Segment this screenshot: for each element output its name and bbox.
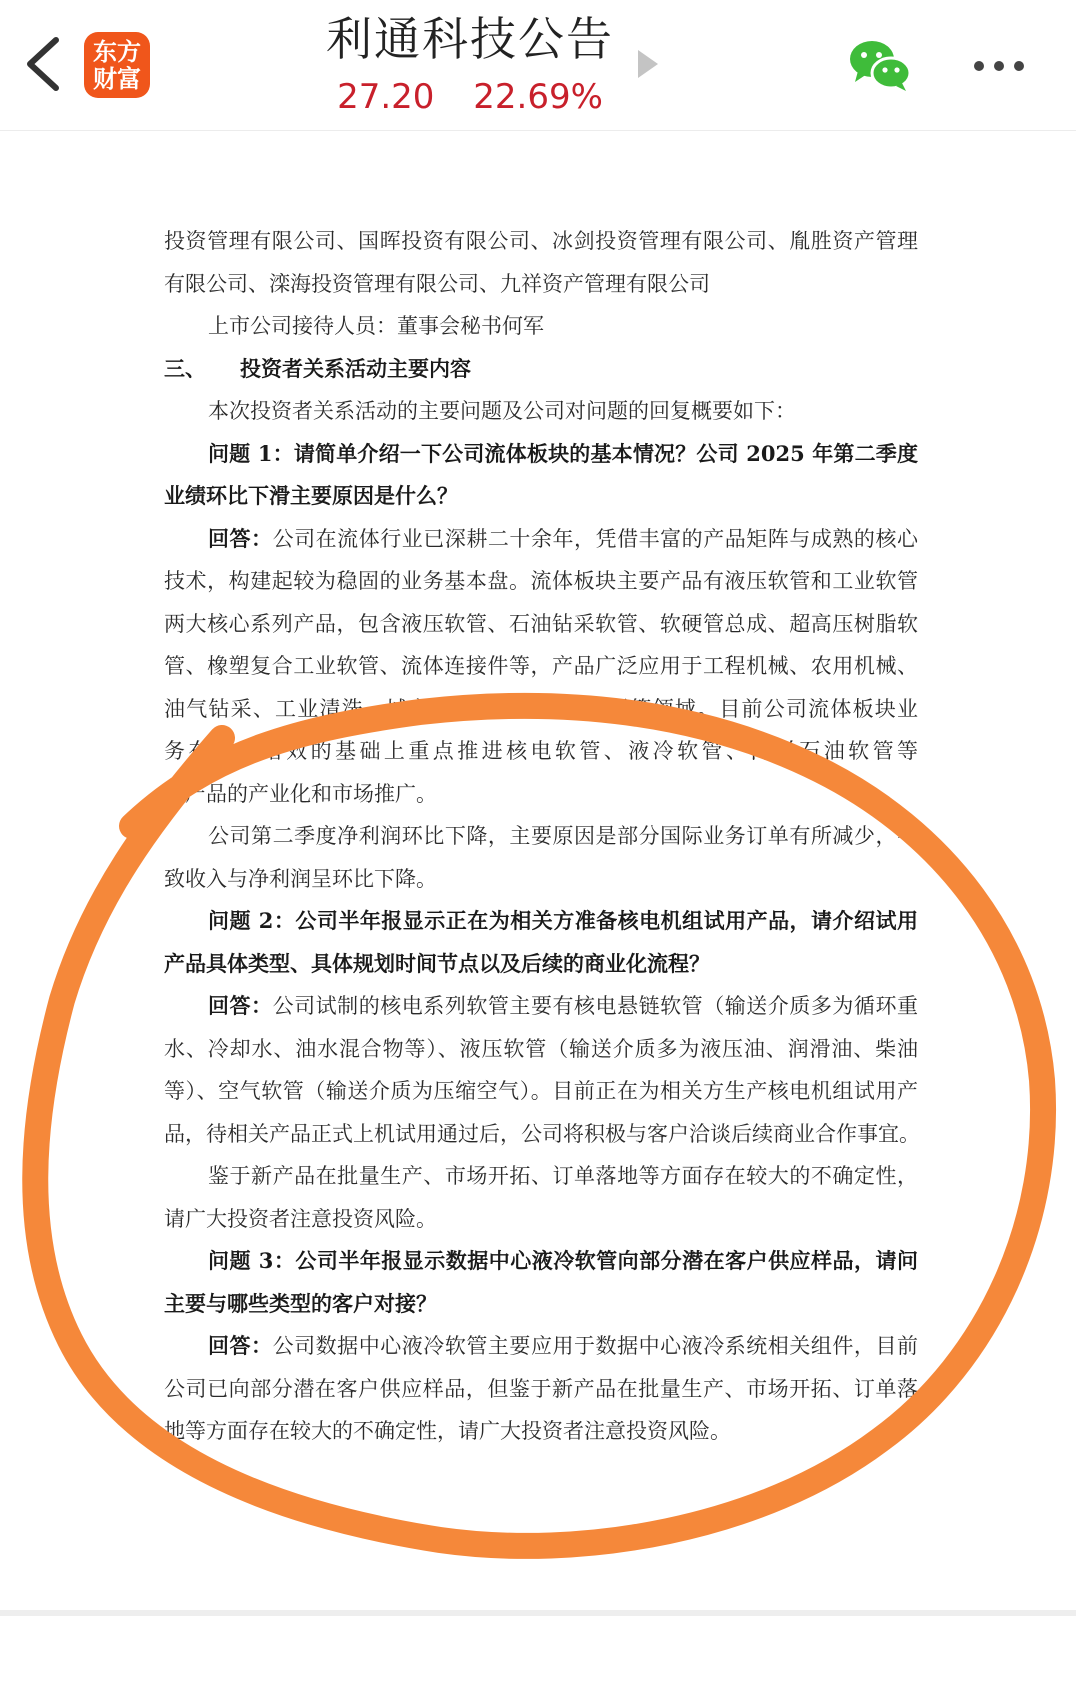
answer-label: 回答： [208,525,273,551]
more-options-icon[interactable] [974,56,1032,72]
document-line: 本次投资者关系活动的主要问题及公司对问题的回复概要如下： [208,399,796,423]
wechat-share-icon[interactable] [848,38,912,92]
announcement-document [164,220,918,1453]
document-line [164,518,918,561]
logo-text-1: 东方 [93,37,141,66]
document-line [164,1325,918,1368]
document-line: 问题 1：请简单介绍一下公司流体板块的基本情况？公司 2025 年第二季度 [208,440,918,466]
document-line: 水、冷却水、油水混合物等）、液压软管（输送介质多为液压油、润滑油、柴油 [164,1036,918,1061]
document-line: 致收入与净利润呈环比下降。 [164,866,437,891]
document-line: 投资管理有限公司、国晖投资有限公司、冰剑投资管理有限公司、胤胜资产管理 [164,229,918,253]
document-line: 两大核心系列产品，包含液压软管、石油钻采软管、软硬管总成、超高压树脂软 [164,611,918,636]
document-line: 问题 3：公司半年报显示数据中心液冷软管向部分潜在客户供应样品，请问 [208,1248,918,1273]
stock-quote [300,72,640,122]
document-line: 上市公司接待人员：董事会秘书何军 [208,314,544,338]
answer-label: 回答： [208,993,273,1018]
answer-text: 公司试制的核电系列软管主要有核电悬链软管（输送介质多为循环重 [272,994,918,1018]
document-line: 等）、空气软管（输送介质为压缩空气）。目前正在为相关方生产核电机组试用产 [164,1079,918,1103]
document-line: 技术，构建起较为稳固的业务基本盘。流体板块主要产品有液压软管和工业软管 [164,569,918,593]
answer-label: 回答： [208,1333,273,1358]
document-line: 问题 2：公司半年报显示正在为相关方准备核电机组试用产品，请介绍试用 [208,908,918,933]
document-line [164,985,918,1028]
document-line: 务在提质增效的基础上重点推进核电软管、液冷软管、海洋石油软管等 [164,739,918,763]
section-heading: 投资者关系活动主要内容 [240,355,471,381]
document-line [164,348,918,391]
answer-text: 公司在流体行业已深耕二十余年，凭借丰富的产品矩阵与成熟的核心 [272,526,918,551]
document-line: 产品具体类型、具体规划时间节点以及后续的商业化流程？ [164,950,710,976]
document-line: 公司第二季度净利润环比下降，主要原因是部分国际业务订单有所减少，导 [208,824,918,848]
document-line: 新产品的产业化和市场推广。 [164,781,437,806]
page-title: 利通科技公告 [326,12,614,66]
document-line: 油气钻采、工业清洗、城市建设开发、轨道交通等领域。目前公司流体板块业 [164,696,918,721]
document-line: 地等方面存在较大的不确定性，请广大投资者注意投资风险。 [164,1419,731,1443]
document-line: 公司已向部分潜在客户供应样品，但鉴于新产品在批量生产、市场开拓、订单落 [164,1376,918,1401]
answer-text: 公司数据中心液冷软管主要应用于数据中心液冷系统相关组件，目前 [272,1334,918,1358]
document-line: 主要与哪些类型的客户对接？ [164,1290,437,1316]
play-icon[interactable] [638,50,658,78]
document-line: 品，待相关产品正式上机试用通过后，公司将积极与客户洽谈后续商业合作事宜。 [164,1121,920,1146]
back-icon[interactable] [20,32,68,96]
document-line: 管、橡塑复合工业软管、流体连接件等，产品广泛应用于工程机械、农用机械、 [164,654,918,678]
stock-change-percent: 22.69% [473,77,603,117]
document-line: 鉴于新产品在批量生产、市场开拓、订单落地等方面存在较大的不确定性， [208,1164,918,1188]
bottom-divider [0,1610,1076,1616]
document-line: 有限公司、滦海投资管理有限公司、九祥资产管理有限公司 [164,271,710,296]
stock-price: 27.20 [337,77,435,117]
logo-text-2: 财富 [93,64,141,93]
section-number: 三、 [164,355,206,381]
top-bar [0,0,1076,131]
app-logo[interactable] [84,32,150,98]
document-line: 业绩环比下滑主要原因是什么？ [164,483,458,508]
document-line: 请广大投资者注意投资风险。 [164,1206,437,1231]
